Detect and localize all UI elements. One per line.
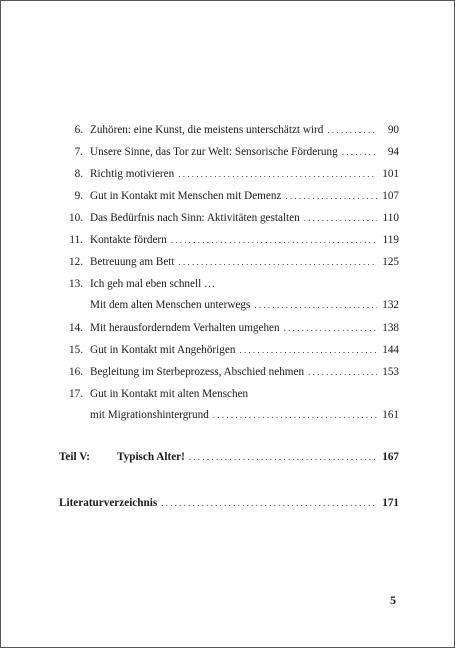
dot-leader: [285, 189, 377, 203]
entry-number: 7.: [74, 146, 83, 158]
dot-leader: [308, 365, 377, 379]
entry-title: Zuhören: eine Kunst, die meistens unterschätzt wird: [90, 124, 324, 136]
entry-number: 11.: [69, 234, 83, 246]
entry-number: 14.: [69, 322, 83, 334]
dot-leader: [304, 211, 377, 225]
entry-page: 161: [382, 409, 399, 421]
toc-part-5: [59, 451, 399, 463]
part-label: Teil V:: [59, 451, 90, 463]
entry-title: Begleitung im Sterbeprozess, Abschied nehmen: [90, 366, 305, 378]
entry-page: 144: [382, 344, 399, 356]
entry-title: Richtig motivieren: [90, 168, 175, 180]
dot-leader: [213, 408, 377, 422]
part-title: Typisch Alter!: [117, 451, 185, 463]
dot-leader: [171, 233, 377, 247]
entry-title: Das Bedürfnis nach Sinn: Aktivitäten gestalten: [90, 212, 300, 224]
entry-title: mit Migrationshintergrund: [90, 409, 209, 421]
entry-page: 125: [382, 256, 399, 268]
entry-number: 15.: [69, 344, 83, 356]
toc-bibliography: [59, 497, 399, 509]
entry-title: Betreuung am Bett: [90, 256, 175, 268]
entry-title-line1: Gut in Kontakt mit alten Menschen: [90, 388, 249, 400]
part-page: 167: [382, 451, 399, 463]
entry-page: 153: [382, 366, 399, 378]
entry-title: Mit dem alten Menschen unterwegs: [90, 299, 251, 311]
entry-page: 132: [382, 299, 399, 311]
entry-title: Gut in Kontakt mit Angehörigen: [90, 344, 236, 356]
dot-leader: [189, 452, 377, 462]
dot-leader: [179, 255, 377, 269]
dot-leader: [342, 145, 377, 159]
bibliography-title: Literaturverzeichnis: [59, 497, 158, 509]
entry-number: 9.: [74, 190, 83, 202]
entry-number: 10.: [69, 212, 83, 224]
entry-title: Unsere Sinne, das Tor zur Welt: Sensorische Förderung: [90, 146, 338, 158]
entry-title: Kontakte fördern: [90, 234, 167, 246]
entry-page: 107: [382, 190, 399, 202]
bibliography-page: 171: [382, 497, 399, 509]
dot-leader: [178, 167, 377, 181]
entry-page: 138: [382, 322, 399, 334]
entry-number: 13.: [69, 278, 83, 290]
entry-title: Mit herausforderndem Verhalten umgehen: [90, 322, 280, 334]
entry-page: 119: [382, 234, 399, 246]
entry-page: 110: [382, 212, 399, 224]
entry-page: 94: [387, 146, 399, 158]
dot-leader: [327, 123, 377, 137]
entry-number: 16.: [69, 366, 83, 378]
dot-leader: [161, 498, 377, 508]
entry-title: Gut in Kontakt mit Menschen mit Demenz: [90, 190, 282, 202]
entry-number: 6.: [74, 124, 83, 136]
dot-leader: [284, 321, 377, 335]
entry-title-line1: Ich geh mal eben schnell …: [90, 278, 216, 290]
entry-number: 12.: [69, 256, 83, 268]
entry-number: 17.: [69, 388, 83, 400]
dot-leader: [239, 343, 377, 357]
entry-number: 8.: [74, 168, 83, 180]
entry-page: 90: [387, 124, 399, 136]
page-number: 5: [390, 593, 396, 607]
dot-leader: [254, 298, 377, 312]
entry-page: 101: [382, 168, 399, 180]
